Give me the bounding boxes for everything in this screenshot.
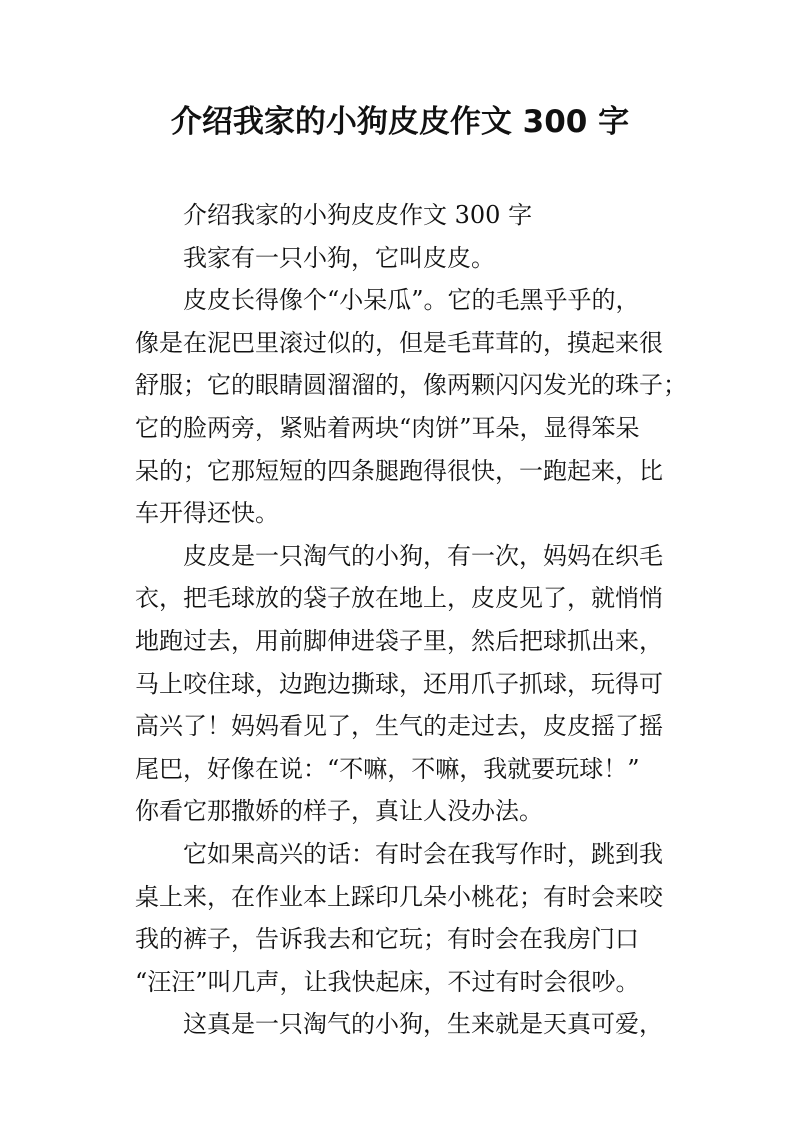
paragraph	[135, 279, 687, 535]
text-line: 这真是一只淘气的小狗，生来就是天真可爱，	[183, 1010, 663, 1039]
text-line: 衣，把毛球放的袋子放在地上，皮皮见了，就悄悄	[135, 584, 663, 613]
paragraph	[135, 194, 675, 237]
text-line: 你看它那撒娇的样子，真让人没办法。	[135, 797, 543, 826]
text-line: 它如果高兴的话：有时会在我写作时，跳到我	[183, 839, 663, 868]
text-line: 地跑过去，用前脚伸进袋子里，然后把球抓出来，	[135, 626, 663, 655]
text-line: 马上咬住球，边跑边撕球，还用爪子抓球，玩得可	[135, 669, 663, 698]
text-line: 皮皮是一只淘气的小狗，有一次，妈妈在织毛	[183, 541, 663, 570]
text-line: 高兴了！妈妈看见了，生气的走过去，皮皮摇了摇	[135, 712, 663, 741]
paragraph	[135, 237, 675, 280]
text-line: 介绍我家的小狗皮皮作文 300 字	[183, 201, 533, 229]
paragraph	[135, 535, 675, 833]
paragraph	[135, 833, 675, 1003]
text-line: 像是在泥巴里滚过似的，但是毛茸茸的，摸起来很	[135, 328, 663, 357]
text-line: 尾巴，好像在说：“不嘛，不嘛，我就要玩球！”	[135, 754, 640, 783]
document-title: 介绍我家的小狗皮皮作文 300 字	[170, 104, 630, 140]
text-line: 我的裤子，告诉我去和它玩；有时会在我房门口	[135, 925, 639, 954]
text-line: “汪汪”叫几声，让我快起床，不过有时会很吵。	[135, 967, 640, 996]
text-line: 舒服；它的眼睛圆溜溜的，像两颗闪闪发光的珠子；	[135, 371, 687, 400]
text-line: 我家有一只小狗，它叫皮皮。	[183, 243, 495, 272]
text-line: 车开得还快。	[135, 499, 279, 528]
paragraph	[135, 1003, 675, 1046]
text-line: 呆的；它那短短的四条腿跑得很快，一跑起来，比	[135, 456, 663, 485]
text-line: 桌上来，在作业本上踩印几朵小桃花；有时会来咬	[135, 882, 663, 911]
text-line: 它的脸两旁，紧贴着两块“肉饼”耳朵，显得笨呆	[135, 413, 640, 442]
document-body	[135, 194, 687, 1046]
text-line: 皮皮长得像个“小呆瓜”。它的毛黑乎乎的，	[183, 286, 640, 315]
